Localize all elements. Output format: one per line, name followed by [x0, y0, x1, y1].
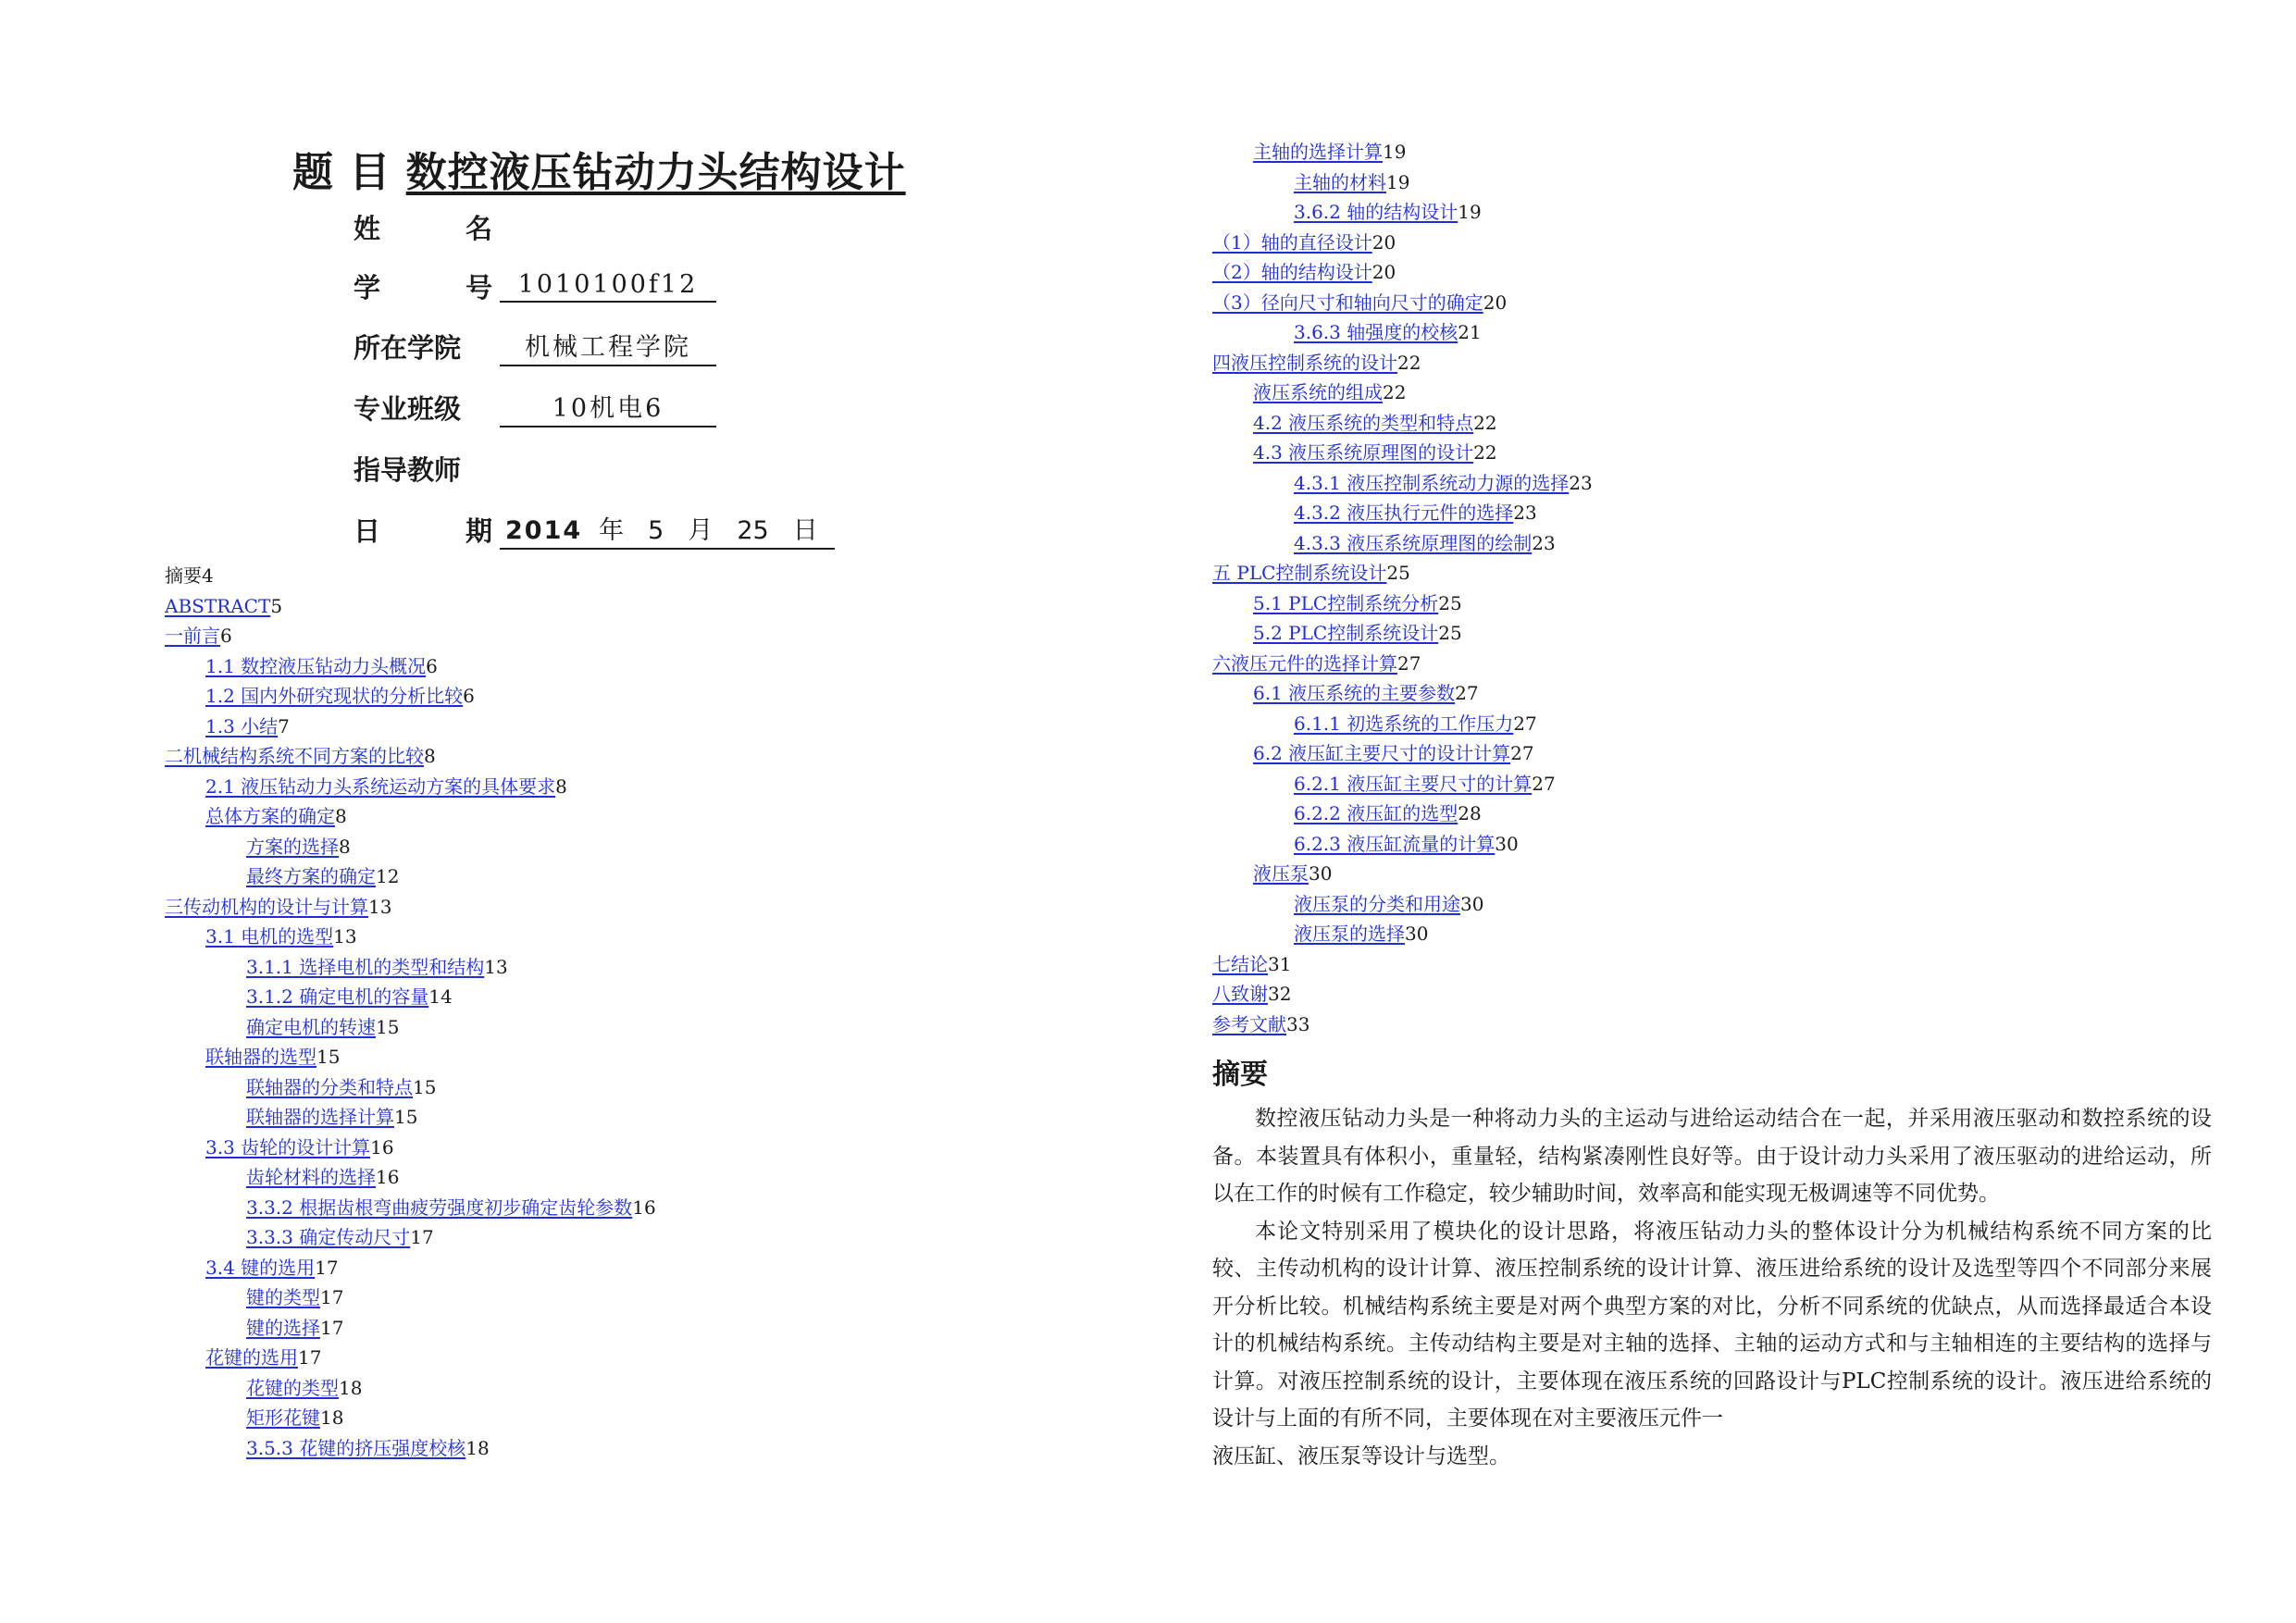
toc-entry[interactable] — [1212, 618, 1593, 649]
info-label-advisor: 指导教师 — [354, 453, 462, 486]
toc-entry-title[interactable]: 3.1.1 选择电机的类型和结构 — [246, 955, 485, 978]
toc-entry-page: 32 — [1268, 983, 1292, 1005]
toc-entry-title[interactable]: 2.1 液压钻动力头系统运动方案的具体要求 — [205, 774, 556, 798]
toc-entry-title[interactable]: ABSTRACT — [165, 594, 271, 617]
toc-entry-page: 14 — [428, 985, 453, 1008]
toc-entry-page: 19 — [1386, 170, 1410, 193]
toc-entry[interactable] — [165, 892, 656, 923]
toc-entry-page: 16 — [376, 1166, 400, 1188]
toc-entry-title[interactable]: 4.3 液压系统原理图的设计 — [1253, 441, 1474, 464]
toc-entry-page: 22 — [1383, 381, 1407, 403]
toc-entry[interactable] — [165, 1403, 656, 1433]
toc-entry-title[interactable]: 方案的选择 — [246, 835, 339, 858]
toc-entry[interactable] — [165, 681, 656, 712]
toc-entry[interactable] — [1212, 769, 1593, 799]
toc-left-column — [165, 561, 656, 1463]
toc-entry-page: 25 — [1386, 562, 1410, 584]
toc-entry-page: 21 — [1458, 321, 1482, 343]
date-month: 5 — [648, 515, 664, 545]
info-row-college — [354, 326, 716, 366]
toc-entry-title[interactable]: 总体方案的确定 — [205, 805, 335, 827]
toc-entry[interactable] — [165, 741, 656, 772]
toc-entry[interactable] — [165, 1012, 656, 1043]
toc-entry-page: 7 — [278, 714, 290, 737]
info-label-college: 所在学院 — [354, 331, 462, 364]
info-row-date — [354, 509, 835, 550]
toc-entry[interactable] — [1212, 528, 1593, 559]
toc-entry-title[interactable]: 键的类型 — [246, 1286, 320, 1308]
toc-entry-page: 30 — [1309, 862, 1333, 885]
toc-entry-page: 17 — [320, 1316, 344, 1339]
toc-entry[interactable] — [1212, 558, 1593, 588]
toc-entry[interactable] — [165, 1313, 656, 1344]
toc-entry-page: 22 — [1397, 351, 1421, 374]
toc-entry[interactable] — [165, 621, 656, 651]
toc-entry-title[interactable]: 七结论 — [1212, 952, 1268, 975]
info-value-date — [500, 510, 835, 550]
toc-entry-page: 25 — [1438, 622, 1462, 644]
toc-entry-title[interactable]: 参考文献 — [1212, 1012, 1286, 1035]
toc-entry-page: 13 — [484, 955, 508, 978]
toc-entry-title[interactable]: （1）轴的直径设计 — [1212, 230, 1372, 254]
toc-entry[interactable] — [165, 651, 656, 682]
toc-entry[interactable] — [1212, 738, 1593, 769]
toc-entry-title[interactable]: 键的选择 — [246, 1316, 320, 1339]
info-value-student-id: 1010100f12 — [500, 270, 716, 303]
toc-entry[interactable] — [1212, 468, 1593, 499]
toc-entry-title[interactable]: 6.1.1 初选系统的工作压力 — [1294, 712, 1514, 735]
toc-entry-page: 13 — [368, 895, 392, 918]
toc-entry-title[interactable]: 4.3.3 液压系统原理图的绘制 — [1294, 531, 1533, 554]
toc-entry[interactable] — [1212, 859, 1593, 889]
toc-entry-title[interactable]: 3.1.2 确定电机的容量 — [246, 985, 429, 1008]
toc-entry-page: 30 — [1495, 832, 1519, 855]
toc-entry-page: 30 — [1460, 892, 1484, 915]
toc-entry-page: 30 — [1405, 923, 1429, 945]
toc-entry-page: 22 — [1473, 441, 1497, 464]
toc-entry-page: 19 — [1458, 201, 1482, 223]
toc-entry[interactable] — [165, 1042, 656, 1072]
toc-entry-page: 17 — [320, 1286, 344, 1308]
date-year: 2014 — [505, 515, 583, 545]
toc-entry[interactable] — [165, 591, 656, 622]
toc-entry[interactable] — [165, 1102, 656, 1133]
toc-entry-page: 20 — [1483, 291, 1508, 314]
toc-entry-page: 20 — [1371, 230, 1396, 254]
toc-entry-title[interactable]: 联轴器的选型 — [205, 1046, 316, 1068]
abstract-paragraph: 数控液压钻动力头是一种将动力头的主运动与进给运动结合在一起，并采用液压驱动和数控系统的设备。本装置具有体积小，重量轻，结构紧凑刚性良好等。由于设计动力头采用了液压驱动的进给运动，所以在工作的时候有工作稳定，较少辅助时间，效率高和能实现无极调速等不同优势。 — [1212, 1107, 2212, 1206]
toc-entry-page: 5 — [270, 594, 283, 617]
info-label-name: 姓 名 — [354, 212, 492, 244]
toc-entry[interactable] — [165, 1282, 656, 1313]
toc-entry-title[interactable]: 八致谢 — [1212, 983, 1268, 1005]
toc-entry-title[interactable]: 4.3.1 液压控制系统动力源的选择 — [1294, 471, 1570, 494]
toc-entry[interactable] — [1212, 1010, 1593, 1040]
toc-entry-page: 8 — [339, 835, 351, 858]
toc-entry-page: 8 — [555, 774, 567, 798]
toc-entry[interactable] — [165, 952, 656, 983]
toc-entry-title[interactable]: 四液压控制系统的设计 — [1212, 351, 1397, 374]
toc-entry-page: 17 — [410, 1226, 434, 1248]
info-label-date: 日 期 — [354, 514, 492, 547]
toc-entry-title[interactable]: 二机械结构系统不同方案的比较 — [165, 745, 424, 767]
toc-entry-title[interactable]: 液压系统的组成 — [1253, 381, 1383, 403]
right-page — [1148, 0, 2296, 1623]
toc-entry-page: 27 — [1513, 712, 1537, 735]
toc-entry-title[interactable]: 一前言 — [165, 625, 220, 647]
toc-entry-page: 4 — [202, 564, 214, 587]
toc-entry-title[interactable]: 花键的类型 — [246, 1376, 339, 1399]
toc-entry-title[interactable]: 3.4 键的选用 — [205, 1256, 316, 1279]
toc-entry-page: 23 — [1532, 531, 1556, 554]
toc-entry[interactable] — [165, 861, 656, 892]
toc-entry-title[interactable]: 液压泵 — [1253, 862, 1309, 885]
toc-entry[interactable] — [1212, 197, 1593, 228]
abstract-paragraph-continuation: 液压缸、液压泵等设计与选型。 — [1212, 1443, 1510, 1468]
toc-right-column — [1212, 137, 1593, 1039]
toc-entry-title[interactable]: 1.3 小结 — [205, 714, 279, 737]
toc-entry-title[interactable]: （3）径向尺寸和轴向尺寸的确定 — [1212, 291, 1483, 314]
toc-entry[interactable] — [1212, 438, 1593, 468]
toc-entry[interactable] — [1212, 317, 1593, 348]
toc-entry-title[interactable]: 齿轮材料的选择 — [246, 1166, 376, 1188]
toc-entry[interactable] — [1212, 949, 1593, 980]
info-row-advisor — [354, 448, 492, 489]
toc-entry-page: 23 — [1513, 502, 1537, 524]
toc-entry-title[interactable]: 6.2.2 液压缸的选型 — [1294, 802, 1458, 824]
toc-entry-title[interactable]: 1.1 数控液压钻动力头概况 — [205, 654, 427, 677]
toc-entry-title[interactable]: 3.3 齿轮的设计计算 — [205, 1135, 371, 1158]
toc-entry-page: 13 — [333, 925, 357, 948]
toc-entry-title: 摘要 — [165, 564, 202, 587]
toc-entry-page: 20 — [1371, 261, 1396, 283]
toc-entry-title[interactable]: 液压泵的分类和用途 — [1294, 892, 1460, 915]
date-month-unit: 月 — [688, 515, 714, 545]
toc-entry-page: 27 — [1532, 772, 1556, 795]
toc-entry[interactable] — [165, 1253, 656, 1283]
toc-entry-page: 6 — [426, 654, 438, 677]
toc-entry[interactable] — [1212, 588, 1593, 619]
toc-entry[interactable] — [1212, 889, 1593, 920]
toc-entry-title[interactable]: 3.6.3 轴强度的校核 — [1294, 321, 1458, 343]
toc-entry[interactable] — [165, 1433, 656, 1464]
toc-entry[interactable] — [1212, 979, 1593, 1010]
date-year-unit: 年 — [599, 515, 625, 545]
toc-entry[interactable] — [165, 1193, 656, 1223]
toc-entry-title[interactable]: 6.1 液压系统的主要参数 — [1253, 682, 1456, 704]
toc-entry[interactable] — [1212, 378, 1593, 408]
toc-entry-title[interactable]: 6.2.3 液压缸流量的计算 — [1294, 832, 1496, 855]
toc-entry-title[interactable]: 联轴器的选择计算 — [246, 1106, 394, 1128]
toc-entry[interactable] — [1212, 257, 1593, 288]
toc-entry-page: 15 — [316, 1046, 341, 1068]
info-row-student-id — [354, 266, 716, 306]
toc-entry[interactable] — [1212, 649, 1593, 679]
toc-entry-title[interactable]: 联轴器的分类和特点 — [246, 1075, 413, 1098]
toc-entry-title[interactable]: 三传动机构的设计与计算 — [165, 895, 368, 918]
toc-entry-page: 25 — [1438, 591, 1462, 614]
toc-entry[interactable] — [165, 832, 656, 862]
toc-entry[interactable] — [165, 1072, 656, 1103]
toc-entry-page: 18 — [465, 1436, 490, 1459]
toc-entry-title[interactable]: 五 PLC控制系统设计 — [1212, 562, 1387, 584]
toc-entry-title[interactable]: 4.2 液压系统的类型和特点 — [1253, 411, 1474, 434]
toc-entry-title[interactable]: 六液压元件的选择计算 — [1212, 651, 1397, 675]
toc-entry[interactable] — [1212, 348, 1593, 378]
toc-entry[interactable] — [165, 1343, 656, 1373]
toc-entry-page: 33 — [1286, 1012, 1310, 1035]
info-row-class — [354, 387, 716, 427]
toc-entry[interactable] — [165, 982, 656, 1012]
toc-entry-title[interactable]: 6.2 液压缸主要尺寸的设计计算 — [1253, 742, 1511, 764]
toc-entry-page: 19 — [1383, 141, 1407, 163]
toc-entry-page: 18 — [320, 1406, 344, 1429]
toc-entry-page: 22 — [1473, 411, 1497, 434]
toc-entry[interactable] — [165, 1373, 656, 1404]
toc-entry[interactable] — [1212, 799, 1593, 829]
info-value-college: 机械工程学院 — [500, 327, 716, 366]
toc-entry-page: 27 — [1397, 651, 1421, 675]
toc-entry-title[interactable]: 主轴的材料 — [1294, 170, 1386, 193]
toc-entry[interactable] — [165, 1162, 656, 1193]
info-label-student-id: 学 号 — [354, 271, 492, 304]
toc-entry-page: 15 — [413, 1075, 437, 1098]
toc-entry-page: 8 — [424, 745, 436, 767]
toc-entry-page: 17 — [298, 1346, 322, 1369]
toc-entry[interactable] — [1212, 288, 1593, 318]
title-prefix: 题 目 — [292, 149, 391, 196]
toc-entry-title[interactable]: 最终方案的确定 — [246, 865, 376, 887]
toc-entry[interactable] — [1212, 709, 1593, 739]
toc-entry-title[interactable]: 3.1 电机的选型 — [205, 925, 334, 948]
title-text: 数控液压钻动力头结构设计 — [405, 149, 906, 196]
info-label-class: 专业班级 — [354, 392, 462, 425]
toc-entry-title[interactable]: 3.3.3 确定传动尺寸 — [246, 1226, 411, 1248]
toc-entry-title[interactable]: 主轴的选择计算 — [1253, 141, 1383, 163]
toc-entry[interactable] — [1212, 919, 1593, 949]
toc-entry[interactable] — [165, 1133, 656, 1163]
toc-entry-page: 17 — [315, 1256, 339, 1279]
toc-entry[interactable] — [1212, 829, 1593, 860]
abstract-body — [1212, 1100, 2212, 1475]
toc-entry-page: 15 — [376, 1015, 400, 1038]
toc-entry-title[interactable]: 3.6.2 轴的结构设计 — [1294, 201, 1458, 223]
toc-entry-title[interactable]: 确定电机的转速 — [246, 1015, 376, 1038]
toc-entry-title[interactable]: 液压泵的选择 — [1294, 923, 1405, 945]
toc-entry-page: 15 — [394, 1106, 418, 1128]
toc-entry-title[interactable]: 花键的选用 — [205, 1346, 298, 1369]
toc-entry-page: 18 — [339, 1376, 363, 1399]
info-row-name — [354, 206, 492, 247]
toc-entry-page: 16 — [370, 1135, 394, 1158]
toc-entry[interactable] — [1212, 137, 1593, 167]
toc-entry-page: 31 — [1268, 952, 1292, 975]
toc-entry[interactable] — [165, 712, 656, 742]
info-value-class: 10机电6 — [500, 388, 716, 427]
toc-entry — [165, 561, 656, 591]
date-day-unit: 日 — [792, 515, 818, 545]
toc-entry-page: 8 — [335, 805, 347, 827]
toc-entry-title[interactable]: 5.1 PLC控制系统分析 — [1253, 591, 1439, 614]
toc-entry[interactable] — [165, 801, 656, 832]
toc-entry-title[interactable]: 3.5.3 花键的挤压强度校核 — [246, 1436, 466, 1459]
toc-entry[interactable] — [165, 922, 656, 952]
toc-entry-title[interactable]: 3.3.2 根据齿根弯曲疲劳强度初步确定齿轮参数 — [246, 1196, 633, 1219]
toc-entry-page: 27 — [1455, 682, 1479, 704]
toc-entry[interactable] — [1212, 228, 1593, 258]
document-title — [292, 139, 906, 198]
toc-entry-page: 27 — [1510, 742, 1534, 764]
toc-entry-page: 12 — [376, 865, 400, 887]
toc-entry-title[interactable]: 1.2 国内外研究现状的分析比较 — [205, 685, 464, 707]
toc-entry[interactable] — [1212, 498, 1593, 528]
toc-entry[interactable] — [1212, 167, 1593, 198]
toc-entry[interactable] — [165, 1222, 656, 1253]
toc-entry-title[interactable]: 6.2.1 液压缸主要尺寸的计算 — [1294, 772, 1533, 795]
toc-entry[interactable] — [165, 772, 656, 802]
toc-entry-title[interactable]: 5.2 PLC控制系统设计 — [1253, 622, 1439, 644]
toc-entry-page: 28 — [1458, 802, 1482, 824]
toc-entry[interactable] — [1212, 408, 1593, 439]
toc-entry-title[interactable]: 4.3.2 液压执行元件的选择 — [1294, 502, 1514, 524]
toc-entry-page: 6 — [220, 625, 232, 647]
date-day: 25 — [737, 515, 769, 545]
toc-entry-title[interactable]: （2）轴的结构设计 — [1212, 261, 1372, 283]
toc-entry-page: 16 — [632, 1196, 656, 1219]
toc-entry-page: 23 — [1569, 471, 1593, 494]
abstract-heading: 摘要 — [1212, 1059, 1268, 1091]
abstract-paragraph: 本论文特别采用了模块化的设计思路，将液压钻动力头的整体设计分为机械结构系统不同方案的比较、主传动机构的设计计算、液压控制系统的设计计算、液压进给系统的设计及选型等四个不同部分来展开分析比较。机械结构系统主要是对两个典型方案的对比，分析不同系统的优缺点，从而选择最适合本设计的机械结构系统。主传动结构主要是对主轴的选择、主轴的运动方式和与主轴相连的主要结构的选择与计算。对液压控制系统的设计，主要体现在液压系统的回路设计与PLC控制系统的设计。液压进给系统的设计与上面的有所不同，主要体现在对主要液压元件一 — [1212, 1219, 2212, 1431]
toc-entry-title[interactable]: 矩形花键 — [246, 1406, 320, 1429]
toc-entry-page: 6 — [463, 685, 475, 707]
toc-entry[interactable] — [1212, 678, 1593, 709]
